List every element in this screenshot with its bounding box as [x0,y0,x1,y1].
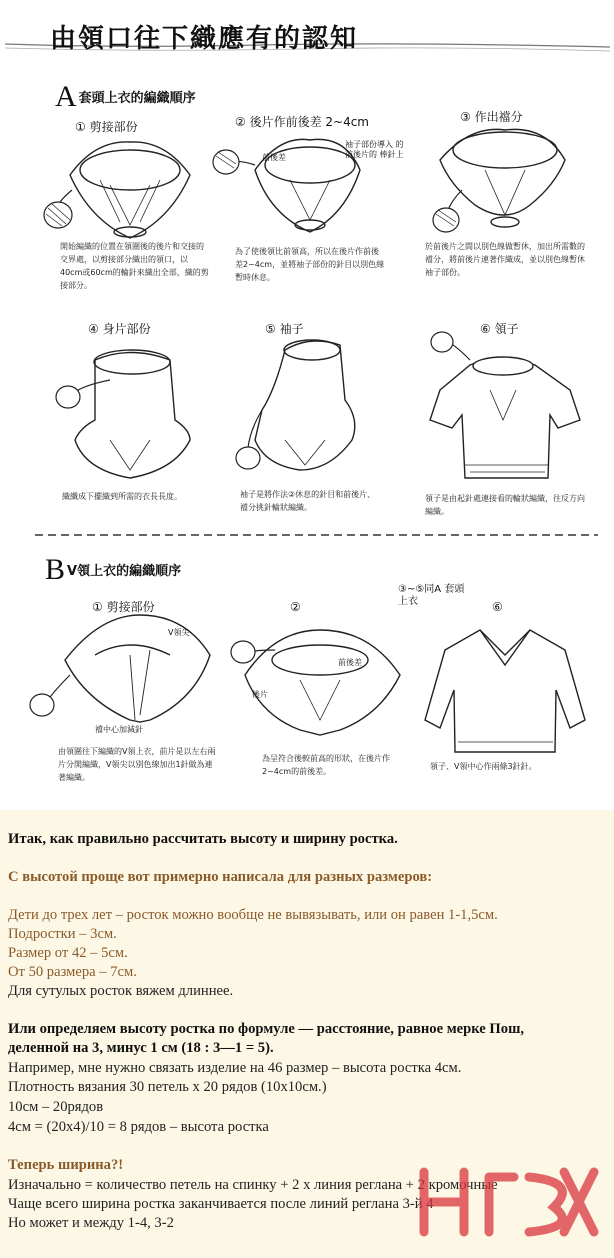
diagram-a4-body [75,350,190,478]
article-text [0,810,614,1258]
height-intro: С высотой проще вот примерно написала для разных размеров: [8,869,433,885]
label-center-decrease: 襠中心加減針 [95,725,143,734]
step-b1-label: ① 剪接部份 [92,600,155,614]
height-item-3: Размер от 42 – 5см. [8,945,128,961]
yarn-ball-a1 [44,190,72,228]
step-a3-label: ③ 作出襠分 [460,110,523,124]
section-b-title [45,553,181,587]
example-line-4: 4см = (20х4)/10 = 8 рядов – высота ростка [8,1119,269,1135]
article-heading: Итак, как правильно рассчитать высоту и ширину ростка. [8,831,398,847]
label-v-neck: V領尖 [168,628,190,637]
diagram-a3-gusset [440,129,565,227]
example-line-3: 10см – 20рядов [8,1099,104,1115]
diagram-a5-sleeve [255,340,355,470]
diagram-b2 [245,630,400,735]
yarn-ball-b1 [30,675,70,716]
label-front-back-diff: 前後差 [262,153,286,162]
example-line-2: Плотность вязания 30 петель х 20 рядов (10х10см.) [8,1079,327,1095]
caption-b1: 由領圍往下編織的V領上衣，前片是以左右兩片分開編織，V領尖以別色線加出1針做為連著編織。 [58,747,216,782]
height-item-2: Подростки – 3см. [8,926,117,942]
formula-line-1: Или определяем высоту ростка по формуле — расстояние, равное мерке Пош, [8,1021,525,1037]
step-a2-label: ② 後片作前後差 2~4cm [235,115,369,129]
step-a1-label: ① 剪接部份 [75,120,138,134]
yarn-ball-a2 [213,150,255,174]
caption-b2: 為呈符合後較前高的形狀，在後片作2~4cm的前後差。 [262,754,390,776]
yarn-ball-a6 [431,332,470,360]
page-title: 由領口往下織應有的認知 [50,24,359,54]
caption-b6: 領子、V領中心作兩條3針針。 [430,762,537,771]
example-line-1: Например, мне нужно связать изделие на 46 размер – высота ростка 4см. [8,1060,462,1076]
step-b6-label: ⑥ [492,600,503,614]
step-a6-label: ⑥ 領子 [480,322,519,336]
step-a4-label: ④ 身片部份 [88,322,151,336]
caption-a5: 袖子是將作法②休息的針目和前後片、襠分挑針輪狀編織。 [240,490,376,512]
label-back-piece: 後片 [252,690,268,699]
step-b2-label: ② [290,600,301,614]
yarn-ball-a3 [433,190,462,232]
step-a5-label: ⑤ 袖子 [265,322,304,336]
diagram-a6-sweater [430,357,580,478]
section-a-title [55,80,196,114]
section-b-letter: B [45,553,66,586]
caption-a2: 為了使後領比前領高，所以在後片作前後差2~4cm，並將袖子部份的針目以別色線暫時休息。 [235,247,385,282]
width-line-3: Но может и между 1-4, 3-2 [8,1215,174,1231]
site-watermark-logo [404,1162,604,1242]
diagram-b6-vneck-sweater [425,630,585,752]
label-front-back-diff-b: 前後差 [338,658,362,667]
caption-a6: 領子是由起針處連接看的輪狀編織，往反方向編織。 [425,494,585,516]
height-item-4: От 50 размера – 7см. [8,964,137,980]
height-item-1: Дети до трех лет – росток можно вообще не вывязывать, или он равен 1-1,5см. [8,907,498,923]
label-sleeve-note: 袖子部份導入 的前後片的 棒針上 [345,140,404,159]
stoop-note: Для сутулых росток вяжем длиннее. [8,983,234,999]
diagram-a1-yoke [70,142,190,238]
section-a-text: 套頭上衣的編織順序 [78,91,196,106]
section-b-text: V領上衣的編織順序 [67,564,182,579]
caption-a4: 織纖成下擺織到所需的衣長長度。 [62,492,182,501]
caption-a1: 開始編織的位置在領圍後的後片和交接的交界處，以剪接部分織出的領口，以40cm或60cm的輪針來織出全部，織的剪接部分。 [60,242,209,290]
step-b3-label: ③~⑤同A 套頭上衣 [398,584,465,607]
section-a-letter: A [55,80,77,113]
width-heading: Теперь ширина?! [8,1157,124,1173]
caption-a3: 於前後片之間以別色線做暫休，加出所需數的襠分，將前後片連著作織成，並以別色線暫休袖子部份。 [425,242,585,277]
width-line-2: Чаще всего ширина ростка заканчивается после линий реглана 3-й 4 [8,1196,434,1212]
formula-line-2: деленной на 3, минус 1 см (18 : 3—1 = 5). [8,1040,274,1056]
width-line-1: Изначально = количество петель на спинку + 2 х линия реглана + 2 кромочные [8,1177,498,1193]
